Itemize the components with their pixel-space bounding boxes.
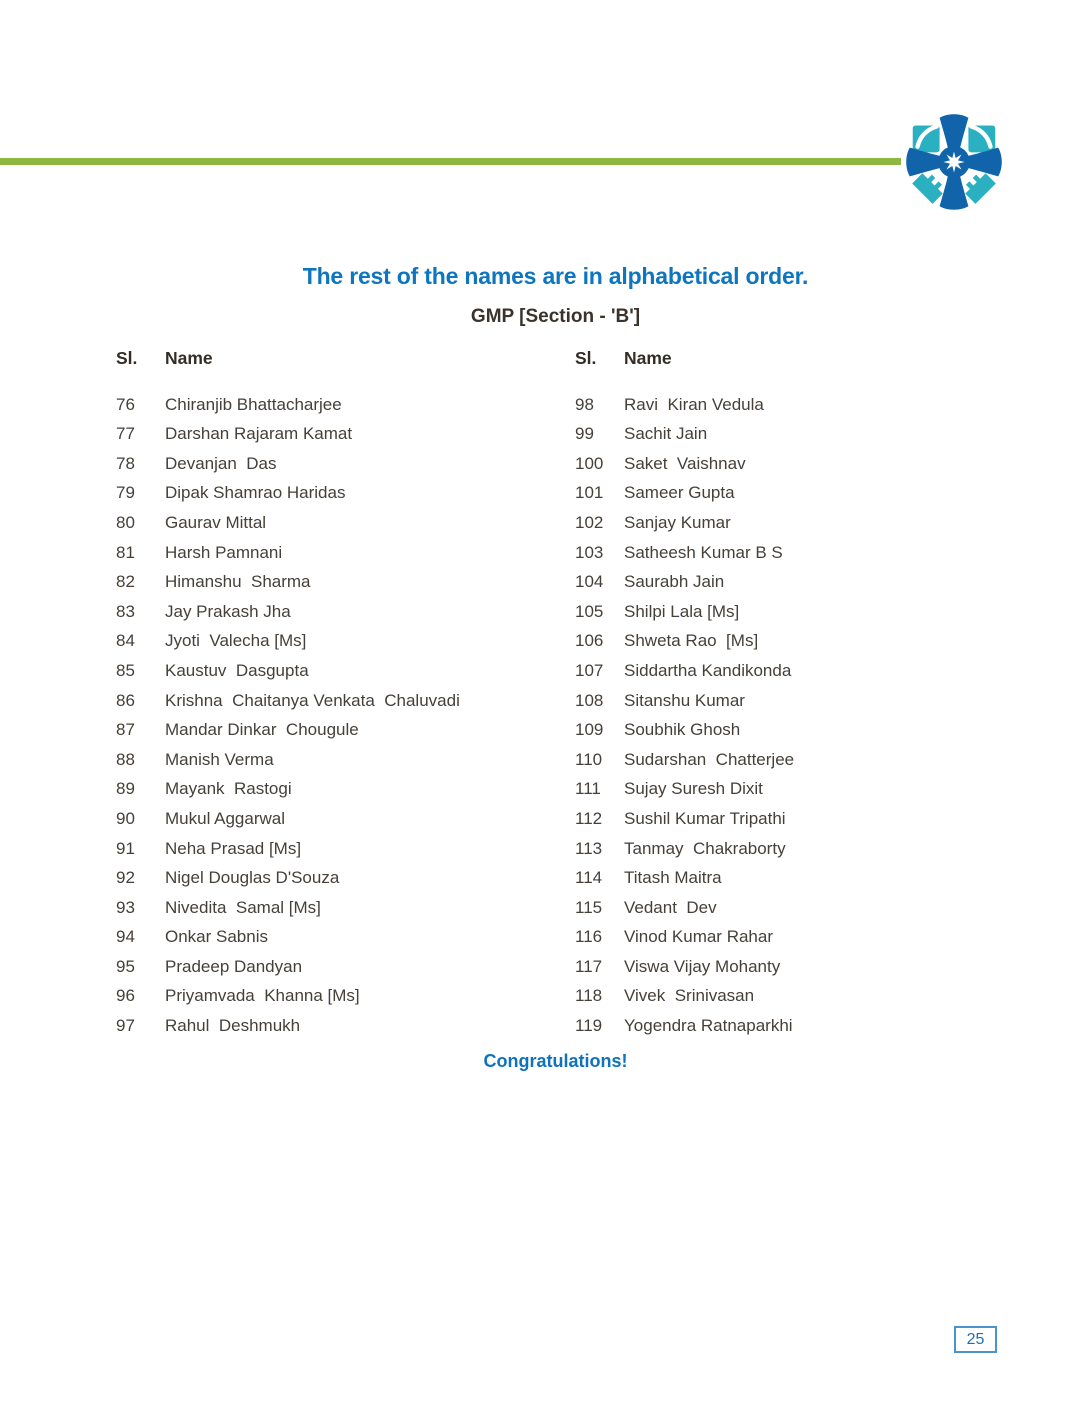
- column-header-name: Name: [165, 348, 213, 368]
- roster-row: [116, 419, 575, 449]
- roster-sl-number: 92: [116, 868, 135, 888]
- roster-name: Manish Verma: [165, 749, 274, 769]
- roster-sl-number: 91: [116, 838, 135, 858]
- roster-list-right: [575, 390, 1073, 1041]
- roster-name: Viswa Vijay Mohanty: [624, 956, 781, 976]
- roster-row: [116, 863, 575, 893]
- roster-name: Mayank Rastogi: [165, 779, 292, 799]
- roster-row: [116, 656, 575, 686]
- roster-name: Vedant Dev: [624, 897, 717, 917]
- roster-row: [116, 981, 575, 1011]
- roster-sl-number: 87: [116, 720, 135, 740]
- roster-name: Kaustuv Dasgupta: [165, 660, 309, 680]
- roster-row: [575, 893, 1073, 923]
- roster-row: [116, 922, 575, 952]
- roster-row: [116, 1011, 575, 1041]
- roster-sl-number: 117: [575, 956, 603, 976]
- roster-row: [575, 567, 1073, 597]
- roster-row: [575, 834, 1073, 864]
- roster-row: [116, 626, 575, 656]
- roster-row: [116, 478, 575, 508]
- roster-row: [575, 478, 1073, 508]
- roster-name: Vivek Srinivasan: [624, 986, 755, 1006]
- roster-row: [575, 952, 1073, 982]
- roster-name: Soubhik Ghosh: [624, 720, 741, 740]
- roster-name: Shilpi Lala [Ms]: [624, 601, 740, 621]
- roster-sl-number: 108: [575, 690, 604, 710]
- roster-row: [575, 390, 1073, 420]
- roster-sl-number: 116: [575, 927, 603, 947]
- roster-row: [116, 449, 575, 479]
- roster-name: Priyamvada Khanna [Ms]: [165, 986, 360, 1006]
- roster-row: [575, 538, 1073, 568]
- roster-row: [575, 863, 1073, 893]
- roster-sl-number: 115: [575, 897, 603, 917]
- roster-name: Sushil Kumar Tripathi: [624, 808, 786, 828]
- roster-sl-number: 110: [575, 749, 603, 769]
- roster-row: [116, 597, 575, 627]
- roster-sl-number: 86: [116, 690, 135, 710]
- roster-name: Sujay Suresh Dixit: [624, 779, 763, 799]
- roster-sl-number: 106: [575, 631, 604, 651]
- roster-row: [575, 715, 1073, 745]
- roster-name: Satheesh Kumar B S: [624, 542, 783, 562]
- roster-name: Pradeep Dandyan: [165, 956, 303, 976]
- column-header-sl: Sl.: [116, 348, 138, 368]
- roster-row: [116, 834, 575, 864]
- roster-sl-number: 78: [116, 453, 135, 473]
- roster-sl-number: 94: [116, 927, 135, 947]
- roster-name: Mandar Dinkar Chougule: [165, 720, 359, 740]
- roster-sl-number: 98: [575, 394, 594, 414]
- roster-sl-number: 105: [575, 601, 604, 621]
- roster-sl-number: 82: [116, 572, 135, 592]
- roster-name: Sitanshu Kumar: [624, 690, 745, 710]
- page-title: The rest of the names are in alphabetical order.: [302, 263, 809, 289]
- roster-sl-number: 79: [116, 483, 135, 503]
- roster-sl-number: 96: [116, 986, 135, 1006]
- roster-sl-number: 100: [575, 453, 604, 473]
- section-subtitle: GMP [Section - 'B']: [470, 306, 641, 327]
- roster-sl-number: 109: [575, 720, 604, 740]
- roster-row: [575, 981, 1073, 1011]
- column-header-name: Name: [624, 348, 672, 368]
- roster-name: Vinod Kumar Rahar: [624, 927, 773, 947]
- roster-name: Sanjay Kumar: [624, 512, 731, 532]
- roster-name: Devanjan Das: [165, 453, 277, 473]
- roster-row: [116, 745, 575, 775]
- roster-sl-number: 76: [116, 394, 135, 414]
- roster-sl-number: 93: [116, 897, 135, 917]
- roster-row: [116, 774, 575, 804]
- roster-name: Saurabh Jain: [624, 572, 725, 592]
- roster-sl-number: 103: [575, 542, 604, 562]
- roster-columns: [116, 344, 1073, 1041]
- roster-name: Chiranjib Bhattacharjee: [165, 394, 342, 414]
- roster-name: Gaurav Mittal: [165, 512, 267, 532]
- roster-sl-number: 119: [575, 1016, 603, 1036]
- roster-row: [575, 626, 1073, 656]
- roster-row: [575, 656, 1073, 686]
- roster-row: [116, 538, 575, 568]
- roster-sl-number: 97: [116, 1016, 135, 1036]
- roster-row: [116, 952, 575, 982]
- roster-name: Sameer Gupta: [624, 483, 735, 503]
- roster-row: [116, 390, 575, 420]
- roster-name: Saket Vaishnav: [624, 453, 746, 473]
- roster-name: Mukul Aggarwal: [165, 808, 286, 828]
- roster-name: Nivedita Samal [Ms]: [165, 897, 321, 917]
- roster-sl-number: 95: [116, 956, 135, 976]
- roster-row: [116, 715, 575, 745]
- roster-name: Nigel Douglas D'Souza: [165, 868, 340, 888]
- column-header-row: [116, 344, 575, 374]
- roster-row: [575, 419, 1073, 449]
- roster-sl-number: 101: [575, 483, 604, 503]
- roster-name: Himanshu Sharma: [165, 572, 311, 592]
- roster-name: Tanmay Chakraborty: [624, 838, 786, 858]
- roster-sl-number: 77: [116, 424, 135, 444]
- roster-column-right: [575, 344, 1073, 1041]
- roster-sl-number: 107: [575, 660, 604, 680]
- roster-name: Siddartha Kandikonda: [624, 660, 792, 680]
- roster-sl-number: 99: [575, 424, 594, 444]
- roster-list-left: [116, 390, 575, 1041]
- roster-sl-number: 104: [575, 572, 604, 592]
- roster-row: [575, 745, 1073, 775]
- roster-sl-number: 114: [575, 868, 603, 888]
- roster-row: [116, 567, 575, 597]
- roster-sl-number: 84: [116, 631, 135, 651]
- roster-row: [116, 893, 575, 923]
- roster-sl-number: 118: [575, 986, 603, 1006]
- roster-row: [575, 449, 1073, 479]
- roster-sl-number: 113: [575, 838, 603, 858]
- roster-sl-number: 80: [116, 512, 135, 532]
- roster-column-left: [116, 344, 575, 1041]
- roster-name: Dipak Shamrao Haridas: [165, 483, 346, 503]
- roster-row: [575, 1011, 1073, 1041]
- roster-row: [575, 508, 1073, 538]
- roster-sl-number: 102: [575, 512, 604, 532]
- roster-name: Ravi Kiran Vedula: [624, 394, 764, 414]
- roster-name: Sudarshan Chatterjee: [624, 749, 795, 769]
- roster-sl-number: 81: [116, 542, 135, 562]
- roster-row: [575, 686, 1073, 716]
- roster-sl-number: 90: [116, 808, 135, 828]
- roster-name: Sachit Jain: [624, 424, 708, 444]
- roster-row: [116, 508, 575, 538]
- institute-cross-logo-icon: [906, 114, 1002, 210]
- roster-name: Yogendra Ratnaparkhi: [624, 1016, 793, 1036]
- roster-sl-number: 85: [116, 660, 135, 680]
- roster-row: [116, 804, 575, 834]
- header-rule: [0, 158, 901, 165]
- roster-row: [575, 804, 1073, 834]
- roster-sl-number: 89: [116, 779, 135, 799]
- roster-row: [116, 686, 575, 716]
- roster-name: Jyoti Valecha [Ms]: [165, 631, 307, 651]
- roster-row: [575, 597, 1073, 627]
- roster-name: Jay Prakash Jha: [165, 601, 291, 621]
- roster-name: Harsh Pamnani: [165, 542, 283, 562]
- column-header-row: [575, 344, 1073, 374]
- page-number-badge: 25: [954, 1326, 997, 1353]
- roster-row: [575, 774, 1073, 804]
- roster-sl-number: 112: [575, 808, 603, 828]
- roster-sl-number: 111: [575, 779, 601, 799]
- roster-name: Neha Prasad [Ms]: [165, 838, 302, 858]
- roster-name: Onkar Sabnis: [165, 927, 268, 947]
- roster-sl-number: 88: [116, 749, 135, 769]
- roster-name: Shweta Rao [Ms]: [624, 631, 759, 651]
- roster-name: Darshan Rajaram Kamat: [165, 424, 353, 444]
- roster-name: Titash Maitra: [624, 868, 722, 888]
- roster-row: [575, 922, 1073, 952]
- congratulations-text: Congratulations!: [483, 1051, 628, 1071]
- roster-sl-number: 83: [116, 601, 135, 621]
- roster-name: Krishna Chaitanya Venkata Chaluvadi: [165, 690, 460, 710]
- roster-name: Rahul Deshmukh: [165, 1016, 301, 1036]
- column-header-sl: Sl.: [575, 348, 597, 368]
